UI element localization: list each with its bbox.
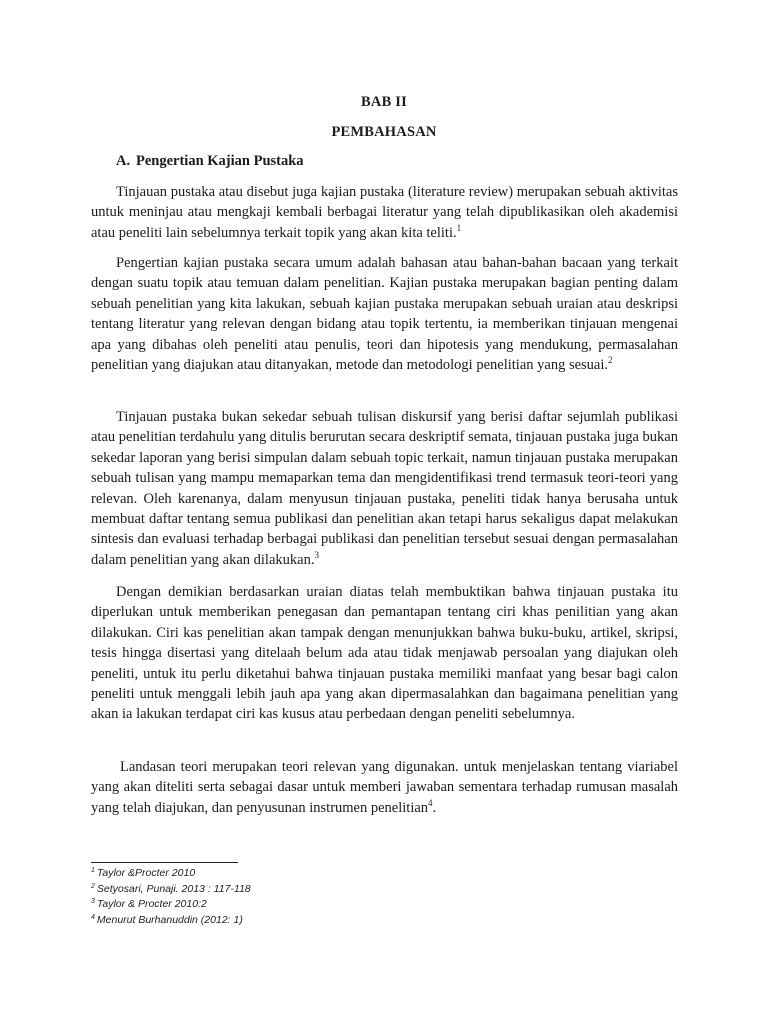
footnote-separator (91, 862, 238, 863)
section-title: Pengertian Kajian Pustaka (136, 153, 304, 169)
footnote-number: 3 (91, 898, 95, 905)
footnote-text: Menurut Burhanuddin (2012: 1) (96, 913, 243, 926)
footnote-number: 1 (91, 867, 95, 874)
paragraph (91, 253, 678, 375)
section-marker: A. (116, 153, 131, 169)
paragraph-text: Pengertian kajian pustaka secara umum adalah bahasan atau bahan-bahan bacaan yang terkait dengan suatu topik atau temuan dalam penelitian. Kajian pustaka merupakan bagian penting dalam sebuah penelitian yang kita lakukan, sebuah kajian pustaka merupakan sebuah uraian atau deskripsi tentang literatur yang relevan dengan bidang atau topik tertentu, ia memberikan tinjauan mengenai apa yang dibahas oleh peneliti atau penulis, teori dan hipotesis yang mendukung, permasalahan penelitian yang diajukan atau ditanyakan, metode dan metodologi penelitian yang sesuai. (91, 255, 678, 374)
paragraph (91, 582, 678, 725)
footnote-text: Taylor &Procter 2010 (96, 867, 196, 879)
footnote-reference[interactable]: 2 (608, 355, 613, 366)
footnote-number: 4 (91, 913, 95, 921)
footnote (91, 866, 251, 882)
paragraph (91, 757, 678, 818)
section-heading (116, 153, 304, 170)
paragraph (91, 182, 678, 243)
footnote-text: Taylor & Procter 2010:2 (96, 898, 207, 910)
chapter-number: BAB II (361, 94, 407, 110)
paragraph-text: Landasan teori merupakan teori relevan yang digunakan. untuk menjelaskan tentang viariabel yang akan diteliti serta sebagai dasar untuk memberi jawaban sementara terhadap rumusan masalah yang telah diajukan, dan penyusunan instrumen penelitian (91, 759, 678, 816)
footnote-reference[interactable]: 3 (314, 549, 319, 560)
footnote (91, 913, 251, 929)
paragraph (91, 407, 678, 570)
paragraph-text: Dengan demikian berdasarkan uraian diatas telah membuktikan bahwa tinjauan pustaka itu diperlukan untuk memberikan penegasan dan pemantapan tentang ciri khas penilitian yang akan dilakukan. Ciri kas penelitian akan tampak dengan menunjukkan bahwa buku-buku, artikel, skripsi, tesis hingga disertasi yang ditelaah belum ada atau tidak menjawab persoalan yang diajukan oleh peneliti, untuk itu perlu diketahui bahwa tinjauan pustaka memiliki manfaat yang besar bagi calon peneliti untuk menggali lebih jauh apa yang akan dipermasalahkan dan bagaimana penelitian yang akan ia lakukan terdapat ciri kas kusus atau perbedaan dengan peneliti sebelumnya. (91, 584, 678, 723)
paragraph-text: Tinjauan pustaka bukan sekedar sebuah tulisan diskursif yang berisi daftar sejumlah publikasi atau penelitian terdahulu yang ditulis berurutan secara deskriptif semata, tinjauan pustaka juga bukan sekedar laporan yang berisi simpulan dalam sebuah topic terkait, namun tinjauan pustaka merupakan sebuah tulisan yang mampu memaparkan tema dan mengidentifikasi trend termasuk teori-teori yang relevan. Oleh karenanya, dalam menyusun tinjauan pustaka, peneliti tidak hanya berusaha untuk membuat daftar tentang semua publikasi dan penelitian akan tetapi harus sekaligus dapat melakukan sintesis dan evaluasi terhadap berbagai publikasi dan penelitian tersebut sesuai dengan permasalahan dalam penelitian yang akan dilakukan. (91, 409, 678, 568)
chapter-title: PEMBAHASAN (331, 124, 437, 140)
footnote (91, 882, 251, 898)
footnote-reference[interactable]: 4 (428, 797, 433, 808)
paragraph-text: Tinjauan pustaka atau disebut juga kajian pustaka (literature review) merupakan sebuah aktivitas untuk meninjau atau mengkaji kembali berbagai literatur yang telah dipublikasikan oleh akademisi atau peneliti lain sebelumnya terkait topik yang akan kita teliti. (91, 184, 678, 241)
footnote-reference[interactable]: 1 (456, 222, 462, 233)
footnote-number: 2 (91, 882, 95, 890)
footnotes-list (91, 866, 251, 928)
footnote (91, 897, 251, 913)
footnote-text: Setyosari, Punaji. 2013 : 117-118 (96, 882, 251, 895)
paragraph-trailing-punctuation: . (432, 799, 437, 816)
